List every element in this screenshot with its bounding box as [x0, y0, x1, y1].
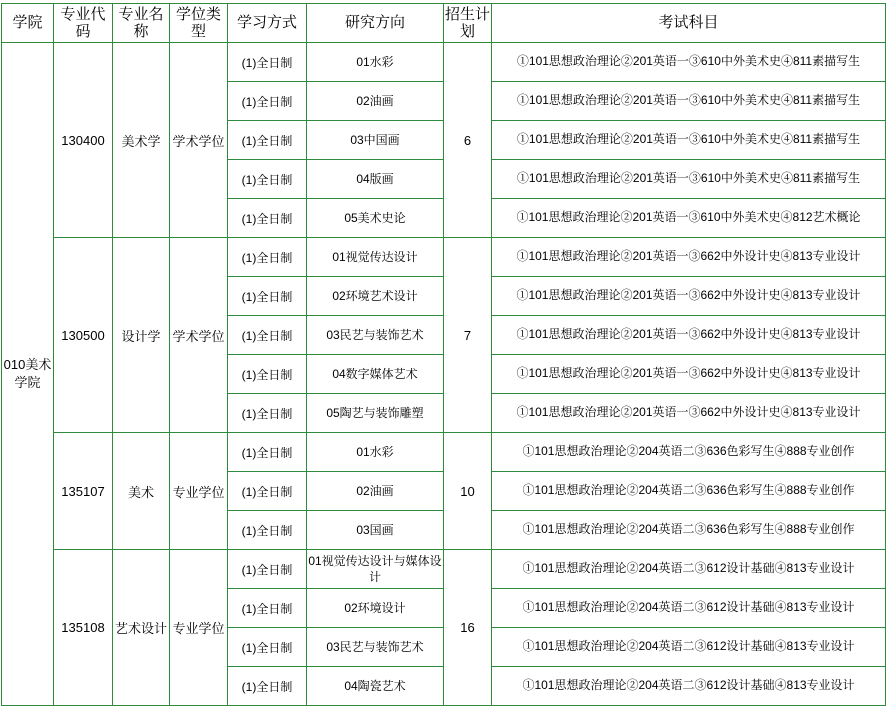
degree-type-cell: 专业学位	[170, 433, 228, 550]
research-direction-cell: 01视觉传达设计	[307, 238, 444, 277]
exam-subjects-cell: ①101思想政治理论②201英语一③662中外设计史④813专业设计	[492, 277, 886, 316]
header-major-code: 专业代码	[54, 4, 113, 43]
degree-type-cell: 学术学位	[170, 43, 228, 238]
exam-subjects-cell: ①101思想政治理论②204英语二③612设计基础④813专业设计	[492, 550, 886, 589]
major-name-cell: 艺术设计	[113, 550, 170, 706]
study-mode-cell: (1)全日制	[228, 472, 307, 511]
major-name-cell: 美术学	[113, 43, 170, 238]
exam-subjects-cell: ①101思想政治理论②201英语一③610中外美术史④811素描写生	[492, 43, 886, 82]
study-mode-cell: (1)全日制	[228, 160, 307, 199]
research-direction-cell: 04版画	[307, 160, 444, 199]
study-mode-cell: (1)全日制	[228, 511, 307, 550]
enrollment-plan-cell: 10	[444, 433, 492, 550]
admission-catalog-table	[1, 3, 886, 706]
study-mode-cell: (1)全日制	[228, 199, 307, 238]
research-direction-cell: 04数字媒体艺术	[307, 355, 444, 394]
study-mode-cell: (1)全日制	[228, 82, 307, 121]
exam-subjects-cell: ①101思想政治理论②201英语一③662中外设计史④813专业设计	[492, 394, 886, 433]
exam-subjects-cell: ①101思想政治理论②201英语一③610中外美术史④811素描写生	[492, 82, 886, 121]
research-direction-cell: 05美术史论	[307, 199, 444, 238]
table-row	[2, 550, 886, 589]
table-row	[2, 43, 886, 82]
research-direction-cell: 02环境设计	[307, 589, 444, 628]
study-mode-cell: (1)全日制	[228, 433, 307, 472]
study-mode-cell: (1)全日制	[228, 394, 307, 433]
study-mode-cell: (1)全日制	[228, 589, 307, 628]
major-name-cell: 美术	[113, 433, 170, 550]
header-research-direction: 研究方向	[307, 4, 444, 43]
exam-subjects-cell: ①101思想政治理论②201英语一③610中外美术史④811素描写生	[492, 160, 886, 199]
table-row	[2, 238, 886, 277]
enrollment-plan-cell: 16	[444, 550, 492, 706]
major-code-cell: 135107	[54, 433, 113, 550]
exam-subjects-cell: ①101思想政治理论②201英语一③610中外美术史④812艺术概论	[492, 199, 886, 238]
study-mode-cell: (1)全日制	[228, 43, 307, 82]
research-direction-cell: 03国画	[307, 511, 444, 550]
table-header-row	[2, 4, 886, 43]
exam-subjects-cell: ①101思想政治理论②204英语二③612设计基础④813专业设计	[492, 628, 886, 667]
research-direction-cell: 03民艺与装饰艺术	[307, 628, 444, 667]
college-cell: 010美术学院	[2, 43, 54, 706]
header-degree-type: 学位类型	[170, 4, 228, 43]
study-mode-cell: (1)全日制	[228, 121, 307, 160]
exam-subjects-cell: ①101思想政治理论②201英语一③662中外设计史④813专业设计	[492, 355, 886, 394]
research-direction-cell: 04陶瓷艺术	[307, 667, 444, 706]
research-direction-cell: 03中国画	[307, 121, 444, 160]
header-major-name: 专业名称	[113, 4, 170, 43]
header-enrollment-plan: 招生计划	[444, 4, 492, 43]
research-direction-cell: 03民艺与装饰艺术	[307, 316, 444, 355]
research-direction-cell: 01视觉传达设计与媒体设计	[307, 550, 444, 589]
study-mode-cell: (1)全日制	[228, 550, 307, 589]
enrollment-plan-cell: 7	[444, 238, 492, 433]
research-direction-cell: 02环境艺术设计	[307, 277, 444, 316]
study-mode-cell: (1)全日制	[228, 277, 307, 316]
study-mode-cell: (1)全日制	[228, 667, 307, 706]
table-body	[2, 43, 886, 706]
research-direction-cell: 01水彩	[307, 43, 444, 82]
exam-subjects-cell: ①101思想政治理论②204英语二③636色彩写生④888专业创作	[492, 511, 886, 550]
major-code-cell: 130400	[54, 43, 113, 238]
study-mode-cell: (1)全日制	[228, 238, 307, 277]
major-code-cell: 130500	[54, 238, 113, 433]
research-direction-cell: 02油画	[307, 472, 444, 511]
research-direction-cell: 05陶艺与装饰雕塑	[307, 394, 444, 433]
exam-subjects-cell: ①101思想政治理论②204英语二③636色彩写生④888专业创作	[492, 472, 886, 511]
major-code-cell: 135108	[54, 550, 113, 706]
exam-subjects-cell: ①101思想政治理论②204英语二③612设计基础④813专业设计	[492, 667, 886, 706]
enrollment-plan-cell: 6	[444, 43, 492, 238]
header-college: 学院	[2, 4, 54, 43]
exam-subjects-cell: ①101思想政治理论②201英语一③662中外设计史④813专业设计	[492, 238, 886, 277]
degree-type-cell: 专业学位	[170, 550, 228, 706]
exam-subjects-cell: ①101思想政治理论②204英语二③612设计基础④813专业设计	[492, 589, 886, 628]
table-header	[2, 4, 886, 43]
study-mode-cell: (1)全日制	[228, 355, 307, 394]
study-mode-cell: (1)全日制	[228, 628, 307, 667]
exam-subjects-cell: ①101思想政治理论②201英语一③610中外美术史④811素描写生	[492, 121, 886, 160]
exam-subjects-cell: ①101思想政治理论②204英语二③636色彩写生④888专业创作	[492, 433, 886, 472]
table-row	[2, 433, 886, 472]
header-study-mode: 学习方式	[228, 4, 307, 43]
major-name-cell: 设计学	[113, 238, 170, 433]
degree-type-cell: 学术学位	[170, 238, 228, 433]
exam-subjects-cell: ①101思想政治理论②201英语一③662中外设计史④813专业设计	[492, 316, 886, 355]
research-direction-cell: 01水彩	[307, 433, 444, 472]
header-exam-subjects: 考试科目	[492, 4, 886, 43]
study-mode-cell: (1)全日制	[228, 316, 307, 355]
research-direction-cell: 02油画	[307, 82, 444, 121]
